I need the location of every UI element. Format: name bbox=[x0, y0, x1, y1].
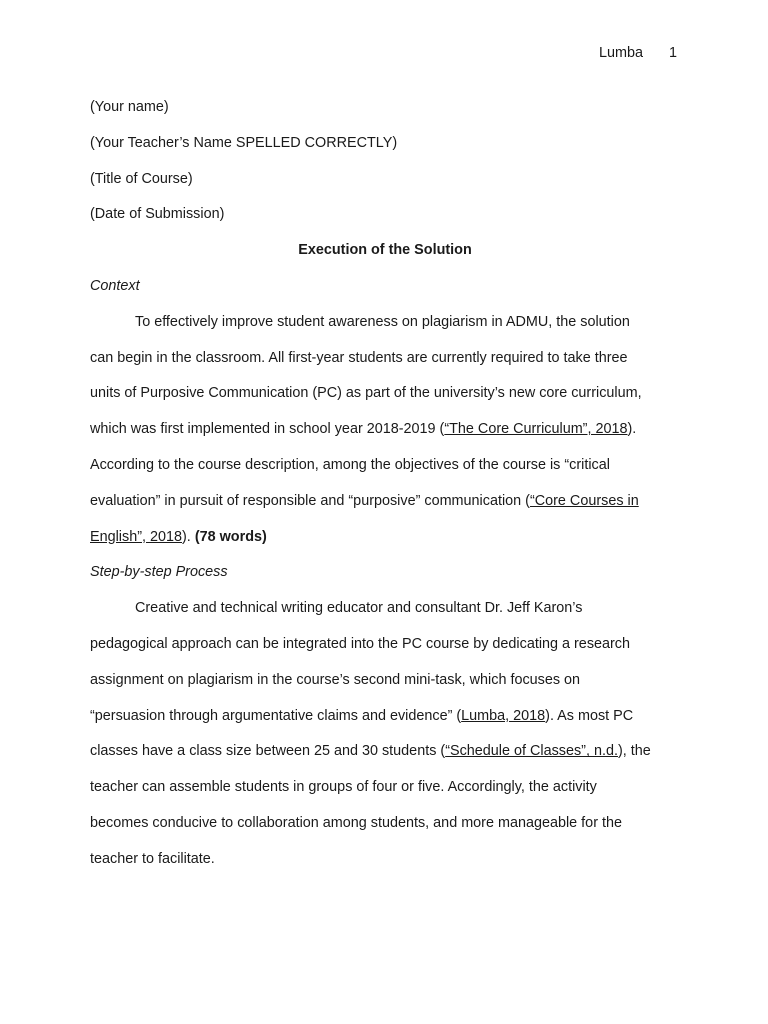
text-run: classes have a class size between 25 and 30 students ( bbox=[90, 743, 446, 760]
page-number: 1 bbox=[668, 45, 677, 61]
citation-link[interactable]: “Schedule of Classes”, n.d. bbox=[445, 743, 618, 760]
text-run: ). As most PC bbox=[545, 707, 634, 724]
section-heading-context: Context bbox=[90, 277, 140, 294]
paragraph-line: units of Purposive Communication (PC) as part of the university’s new core curriculum, bbox=[90, 385, 642, 402]
paragraph-line bbox=[90, 520, 680, 556]
text-run: “persuasion through argumentative claims and evidence” ( bbox=[90, 707, 462, 724]
paragraph-line: To effectively improve student awareness on plagiarism in ADMU, the solution bbox=[135, 313, 630, 330]
paragraph-line: can begin in the classroom. All first-year students are currently required to take three bbox=[90, 349, 628, 366]
citation-link[interactable]: “The Core Curriculum”, 2018 bbox=[444, 421, 628, 438]
paragraph-line bbox=[90, 699, 680, 735]
teacher-name: (Your Teacher’s Name SPELLED CORRECTLY) bbox=[90, 134, 398, 151]
section-heading-process: Step-by-step Process bbox=[90, 564, 228, 581]
text-run: ). bbox=[182, 528, 195, 545]
document-title: Execution of the Solution bbox=[298, 242, 472, 259]
paragraph-line bbox=[90, 484, 680, 520]
paragraph-line: pedagogical approach can be integrated into the PC course by dedicating a research bbox=[90, 635, 631, 652]
word-count: (78 words) bbox=[194, 528, 267, 545]
paragraph-line bbox=[90, 734, 680, 770]
text-run: ). bbox=[627, 421, 637, 438]
running-header bbox=[599, 45, 677, 61]
citation-link[interactable]: Lumba, 2018 bbox=[461, 707, 546, 724]
submission-date: (Date of Submission) bbox=[90, 206, 225, 223]
paragraph-line: becomes conducive to collaboration among students, and more manageable for the bbox=[90, 814, 622, 831]
paragraph-line: teacher can assemble students in groups of four or five. Accordingly, the activity bbox=[90, 779, 597, 796]
text-run: evaluation” in pursuit of responsible and “purposive” communication ( bbox=[90, 492, 530, 509]
paragraph-line: According to the course description, among the objectives of the course is “critical bbox=[90, 456, 610, 473]
course-title: (Title of Course) bbox=[90, 170, 193, 187]
citation-link[interactable]: “Core Courses in bbox=[529, 492, 639, 509]
text-run: which was first implemented in school year 2018-2019 ( bbox=[90, 421, 445, 438]
text-run: ), the bbox=[617, 743, 651, 760]
paragraph-line: Creative and technical writing educator and consultant Dr. Jeff Karon’s bbox=[135, 600, 583, 617]
paragraph-line: assignment on plagiarism in the course’s second mini-task, which focuses on bbox=[90, 671, 581, 688]
header-author: Lumba bbox=[598, 45, 643, 61]
paragraph-line: teacher to facilitate. bbox=[90, 850, 215, 867]
student-name: (Your name) bbox=[90, 99, 169, 115]
citation-link[interactable]: English”, 2018 bbox=[90, 528, 183, 545]
paragraph-line bbox=[90, 412, 680, 448]
document-body bbox=[90, 90, 680, 878]
